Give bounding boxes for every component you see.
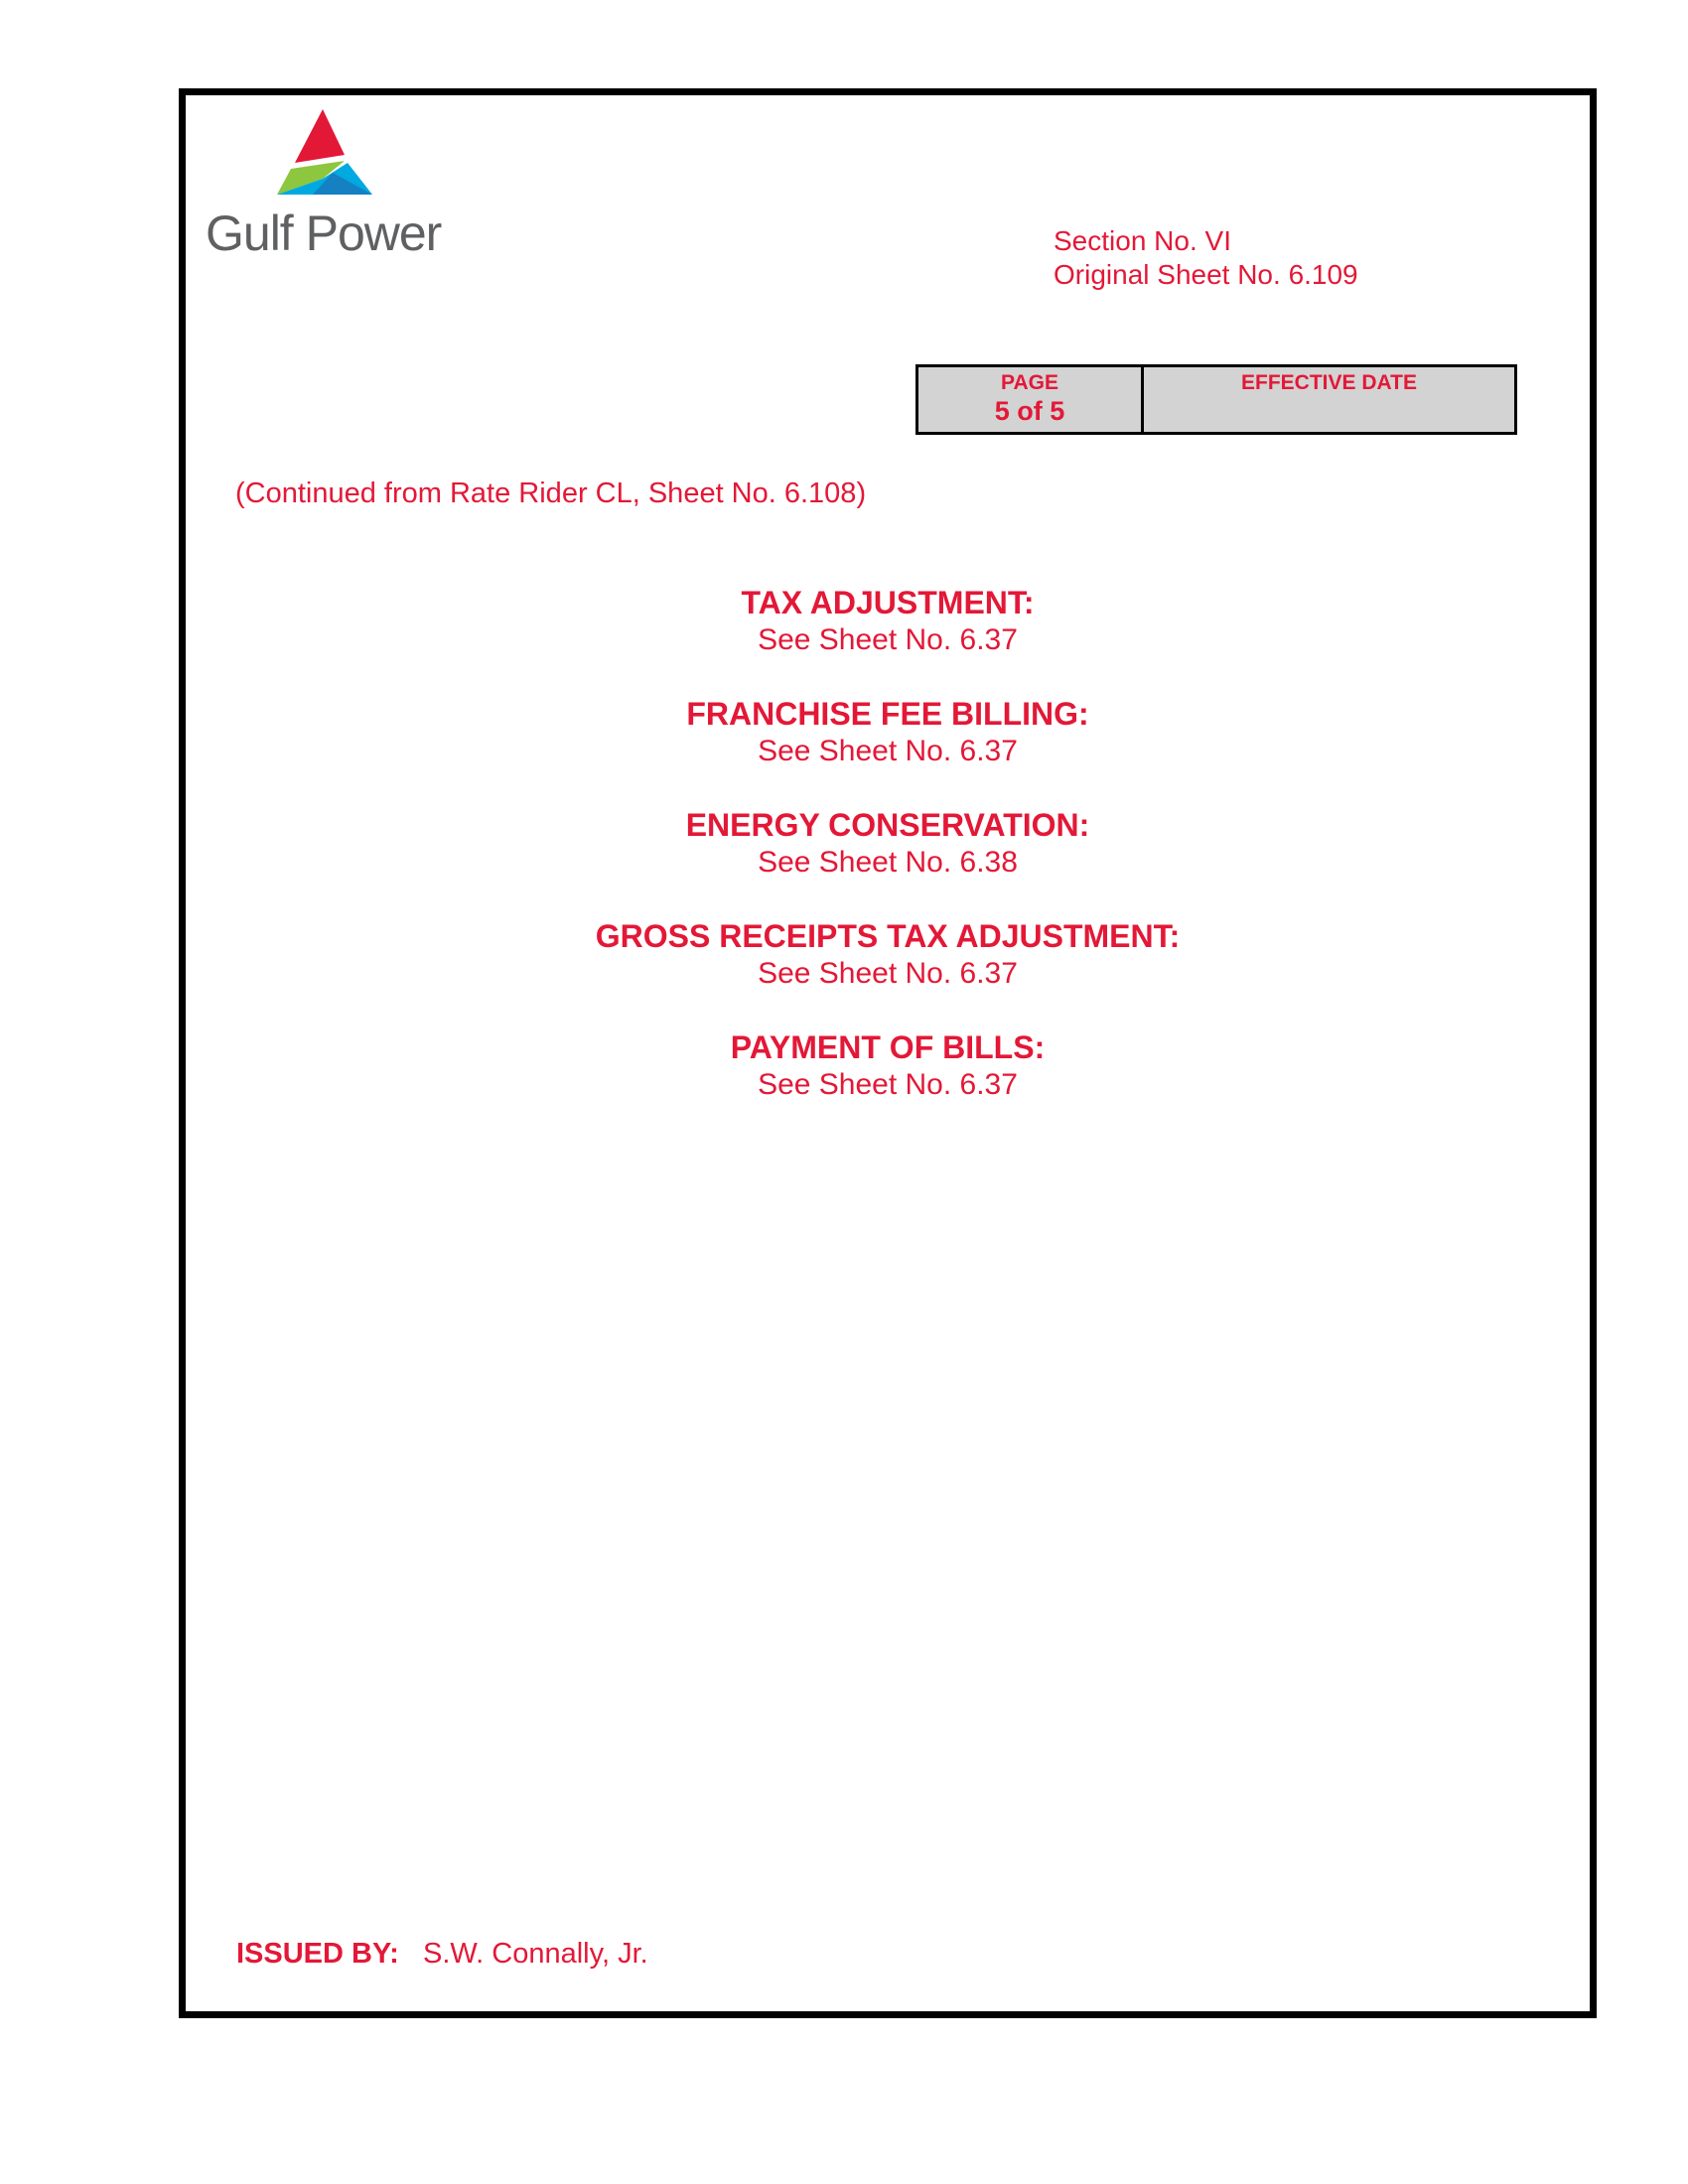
section-heading: ENERGY CONSERVATION: [685,807,1090,843]
section-block [179,695,1597,806]
section-heading: TAX ADJUSTMENT: [741,585,1035,620]
page-value: 5 of 5 [994,396,1065,426]
section-block [179,806,1597,917]
section-block [179,584,1597,695]
company-logo [206,109,444,268]
section-reference: See Sheet No. 6.37 [758,957,1018,990]
issued-by [236,1938,648,1971]
page-cell [918,367,1144,432]
section-reference: See Sheet No. 6.37 [758,1068,1018,1101]
logo-text: Gulf Power [206,205,442,261]
section-heading: GROSS RECEIPTS TAX ADJUSTMENT: [595,918,1181,954]
sheet-number: Original Sheet No. 6.109 [1054,259,1358,290]
continued-note: (Continued from Rate Rider CL, Sheet No. 6.108) [235,478,867,509]
effective-date-cell [1144,367,1514,432]
triangle-logo-icon [273,109,372,197]
issued-by-name: S.W. Connally, Jr. [423,1938,648,1970]
section-reference: See Sheet No. 6.37 [758,623,1018,656]
main-content [179,584,1597,1140]
page-info-box [915,364,1517,435]
section-heading: PAYMENT OF BILLS: [730,1029,1046,1065]
section-block [179,917,1597,1028]
effective-date-label: EFFECTIVE DATE [1241,371,1417,394]
section-reference: See Sheet No. 6.37 [758,735,1018,767]
section-number: Section No. VI [1054,225,1231,256]
section-block [179,1028,1597,1140]
section-reference: See Sheet No. 6.38 [758,846,1018,879]
issued-by-label: ISSUED BY: [236,1938,415,1970]
section-heading: FRANCHISE FEE BILLING: [686,696,1089,732]
section-info [1054,224,1358,292]
page-label: PAGE [1001,371,1058,394]
